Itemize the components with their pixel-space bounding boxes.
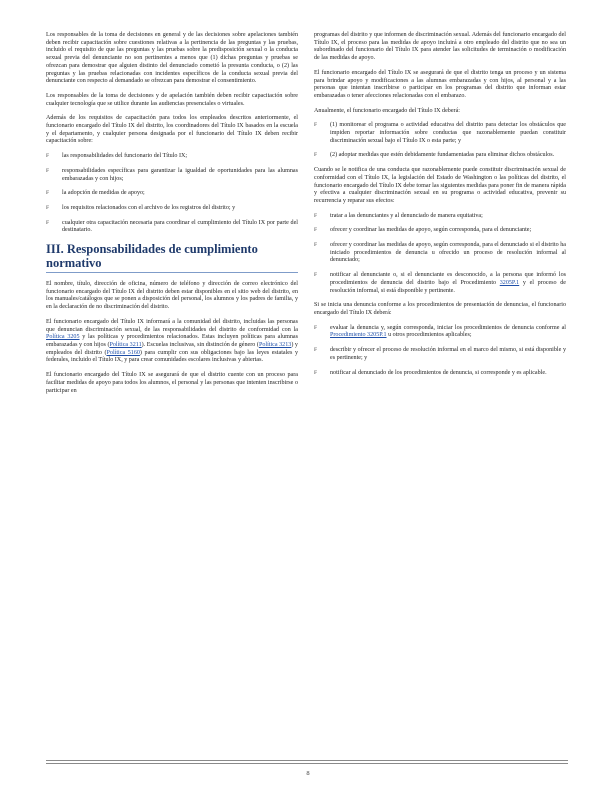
bullet-icon: F <box>46 204 50 211</box>
text-run: El funcionario encargado del Título IX informará a la comunidad del distrito, incluidas las personas que denuncian discriminación sexual, de las responsabilidades del distrito de conformidad con la <box>46 318 298 333</box>
right-column <box>314 32 566 384</box>
list-item <box>314 213 566 221</box>
bullet-list <box>314 325 566 378</box>
footer-divider <box>46 763 568 764</box>
list-item-text: (2) adoptar medidas que estén debidamente fundamentadas para eliminar dichos obstáculos. <box>330 152 555 159</box>
bullet-icon: F <box>314 122 318 129</box>
list-item <box>314 242 566 265</box>
text-run: y las políticas y procedimientos relacionados. Estas incluyen políticas para alumnas embarazadas y con hijos ( <box>46 334 298 348</box>
page-number: 8 <box>306 770 310 777</box>
list-item-text <box>330 272 566 293</box>
paragraph: Cuando se le notifica de una conducta que razonablemente puede constituir discriminación sexual de conformidad con el Título IX, la legislación del Estado de Washington o las políticas del distrito, el funcionario encargado del Título IX debe tomar las siguientes medidas para poner fin de manera rápida y efectiva a cualquier discriminación sexual en su programa o actividad educativa, prevenir su recurrencia y reparar sus efectos: <box>314 167 566 204</box>
list-item-text: tratar a las denunciantes y al denunciado de manera equitativa; <box>330 212 483 219</box>
bullet-icon: F <box>314 212 318 219</box>
text-run: y el proceso de resolución informal, si está disponible y pertinente. <box>330 279 567 294</box>
section-heading: III. Responsabilidades de cumplimiento normativo <box>46 242 258 271</box>
paragraph: El nombre, título, dirección de oficina, número de teléfono y dirección de correo electrónico del funcionario encargado del Título IX del distrito deben estar disponibles en el sitio web del distrito, en los manuales/catálogos que se ponen a disposición del personal, los alumnos y los padres de familia, y en la declaración de no discriminación del distrito. <box>46 281 298 311</box>
paragraph: Anualmente, el funcionario encargado del Título IX deberá: <box>314 107 460 114</box>
policy-link-5160[interactable]: Política 5160 <box>106 349 140 356</box>
paragraph <box>46 319 298 365</box>
bullet-icon: F <box>314 272 318 279</box>
policy-link-3205[interactable]: Política 3205 <box>46 334 80 341</box>
left-column <box>46 32 298 402</box>
bullet-list <box>314 213 566 296</box>
text-run: evaluar la denuncia y, según corresponda, iniciar los procedimientos de denuncia conforme al <box>330 324 566 331</box>
list-item <box>314 152 566 160</box>
paragraph: Si se inicia una denuncia conforme a los procedimientos de presentación de denuncias, el funcionario encargado del Título IX deberá: <box>314 302 566 316</box>
text-run: u otros procedimientos aplicables; <box>388 332 472 339</box>
list-item <box>46 205 298 213</box>
bullet-icon: F <box>314 369 318 376</box>
text-run: ). Escuelas inclusivas, sin distinción de género ( <box>141 341 259 348</box>
bullet-list <box>46 153 298 235</box>
list-item-text: la adopción de medidas de apoyo; <box>62 190 145 197</box>
procedure-link-3205p1[interactable]: Procedimiento 3205P.1 <box>330 332 387 339</box>
bullet-icon: F <box>46 219 50 226</box>
list-item-text: los requisitos relacionados con el archivo de los registros del distrito; y <box>62 204 236 211</box>
list-item-text: ofrecer y coordinar las medidas de apoyo, según corresponda, para el denunciado si el distrito ha iniciado procedimientos de denuncia u ofrecido un proceso de resolución informal al denunciado; <box>330 242 566 264</box>
list-item-text: describir y ofrecer el proceso de resolución informal en el marco del mismo, si está disponible y es pertinente; y <box>330 347 566 361</box>
paragraph: Los responsables de la toma de decisiones y de apelación también deben recibir capacitación sobre cualquier tecnología que se utilice durante las audiencias presenciales o virtuales. <box>46 92 298 107</box>
bullet-icon: F <box>314 152 318 159</box>
list-item <box>46 190 298 198</box>
list-item <box>46 220 298 235</box>
bullet-icon: F <box>314 324 318 331</box>
list-item <box>314 272 566 295</box>
list-item <box>314 370 566 378</box>
paragraph: Los responsables de la toma de decisiones en general y de las decisiones sobre apelaciones también deben recibir capacitación sobre cuestiones relativas a la pertinencia de las preguntas y las pruebas, incluido el requisito de que las preguntas y las pruebas sobre la predisposición sexual o la conducta sexual previa del denunciante no son pertinentes a menos que (1) dichas preguntas y pruebas se ofrezcan para demostrar que alguien distinto del denunciado cometió la presunta conducta, o (2) las preguntas y las pruebas relacionadas con incidentes específicos de la conducta sexual previa del denunciante con respecto al demandado se ofrezcan para demostrar el consentimiento. <box>46 32 298 85</box>
procedure-link-3205p1[interactable]: 3205P.1 <box>499 279 520 286</box>
list-item-text: las responsabilidades del funcionario del Título IX; <box>62 153 188 160</box>
list-item-text: responsabilidades específicas para garantizar la igualdad de oportunidades para las alumnas embarazadas y con hijos; <box>62 167 298 182</box>
list-item-text: cualquier otra capacitación necesaria para coordinar el cumplimiento del Título IX por parte del destinatario. <box>62 219 298 234</box>
list-item-text: notificar al denunciado de los procedimientos de denuncia, si corresponde y es aplicable. <box>330 369 547 376</box>
list-item <box>314 347 566 362</box>
list-item <box>46 168 298 183</box>
bullet-icon: F <box>46 167 50 174</box>
heading-divider <box>46 272 298 273</box>
list-item-text: (1) monitorear el programa o actividad educativa del distrito para detectar los obstáculos que impiden reportar información sobre conductas que razonablemente puedan constituir discriminación sexual bajo el Título IX o esta parte; y <box>330 122 566 144</box>
text-run: notificar al denunciante o, si el denunciante es desconocido, a la persona que informó los procedimientos de denuncia del distrito bajo el Procedimiento <box>330 272 566 286</box>
list-item-text <box>330 325 566 339</box>
paragraph: El funcionario encargado del Título IX se asegurará de que el distrito tenga un proceso y un sistema para brindar apoyo y modificaciones a las alumnas embarazadas y con hijos, al personal y a las personas que intentan inscribirse o participar en los programas del distrito que informan estar embarazadas o tener afecciones relacionadas con el embarazo. <box>314 69 566 99</box>
list-item <box>46 153 298 161</box>
bullet-icon: F <box>314 242 318 249</box>
policy-link-3211[interactable]: Política 3211 <box>109 341 142 348</box>
bullet-list <box>314 122 566 160</box>
paragraph: Además de los requisitos de capacitación para todos los empleados descritos anteriormente, el funcionario encargado del Título IX del distrito, los coordinadores del Título IX basados en la escuela y el departamento, y cualquier persona designada por el funcionario del Título IX deben recibir capacitación sobre: <box>46 115 298 145</box>
list-item <box>314 227 566 235</box>
paragraph: programas del distrito y que informen de discriminación sexual. Además del funcionario encargado del Título IX, el proceso para las medidas de apoyo incluirá a otro empleado del distrito que no sea un subordinado del funcionario del Título IX para atender las solicitudes de terminación o modificación de las medidas de apoyo. <box>314 32 566 62</box>
text-run: ) y empleados del distrito ( <box>46 341 298 356</box>
list-item <box>314 325 566 340</box>
bullet-icon: F <box>46 153 50 160</box>
bullet-icon: F <box>46 190 50 197</box>
policy-link-3213[interactable]: Política 3213 <box>258 341 292 348</box>
list-item <box>314 122 566 145</box>
text-run: ) para cumplir con sus obligaciones bajo las leyes estatales y federales, incluido el Título IX, y para crear comunidades escolares inclusivas y abiertas. <box>46 349 298 364</box>
footer-divider <box>46 760 568 761</box>
bullet-icon: F <box>314 227 318 234</box>
bullet-icon: F <box>314 347 318 354</box>
list-item-text: ofrecer y coordinar las medidas de apoyo, según corresponda, para el denunciante; <box>330 227 532 234</box>
paragraph: El funcionario encargado del Título IX se asegurará de que el distrito cuente con un proceso para facilitar medidas de apoyo para todos los alumnos, el personal y las personas que intenten inscribirse o participar en <box>46 372 298 394</box>
